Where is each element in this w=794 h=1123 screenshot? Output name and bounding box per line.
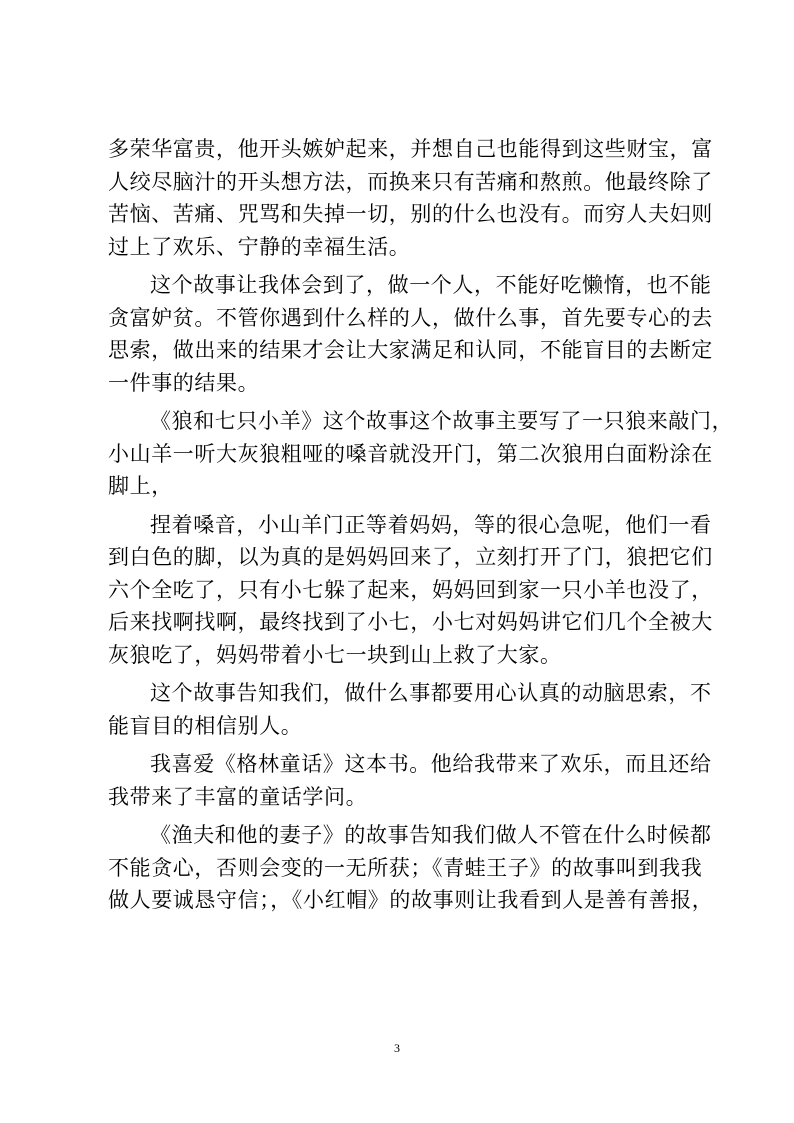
- paragraph: [108, 269, 713, 399]
- text-line: 做人要诚恳守信；，《小红帽》的故事则让我看到人是善有善报，: [108, 888, 714, 912]
- text-line: 小山羊一听大灰狼粗哑的嗓音就没开门，第二次狼用白面粉涂在: [108, 441, 713, 466]
- paragraph: [108, 819, 714, 917]
- text-line: 人绞尽脑汁的开头想方法，而换来只有苦痛和熬煎。他最终除了: [108, 169, 713, 194]
- page-number: 3: [394, 1041, 400, 1055]
- text-line: 六个全吃了，只有小七躲了起来，妈妈回到家一只小羊也没了，: [108, 577, 713, 602]
- text-line: 这个故事让我体会到了，做一个人，不能好吃懒惰，也不能: [150, 273, 712, 297]
- text-line: 能盲目的相信别人。: [108, 713, 303, 738]
- text-line: 苦恼、苦痛、咒骂和失掉一切，别的什么也没有。而穷人夫妇则: [108, 202, 713, 226]
- text-line: 贪富妒贫。不管你遇到什么样的人，做什么事，首先要专心的去: [108, 305, 713, 330]
- text-line: 过上了欢乐、宁静的幸福生活。: [108, 234, 411, 259]
- text-line: 捏着嗓音，小山羊门正等着妈妈，等的很心急呢，他们一看: [150, 512, 712, 537]
- paragraph: [108, 677, 712, 742]
- text-line: 我喜爱《格林童话》这本书。他给我带来了欢乐，而且还给: [150, 752, 712, 776]
- paragraph: [108, 133, 713, 263]
- text-line: 灰狼吃了，妈妈带着小七一块到山上救了大家。: [108, 642, 562, 667]
- text-line: 《狼和七只小羊》这个故事这个故事主要写了一只狼来敲门，: [150, 409, 734, 433]
- paragraph: [108, 509, 713, 672]
- text-line: 《渔夫和他的妻子》的故事告知我们做人不管在什么时候都: [150, 823, 712, 847]
- text-line: 后来找啊找啊，最终找到了小七，小七对妈妈讲它们几个全被大: [108, 610, 713, 634]
- text-line: 思索，做出来的结果才会让大家满足和认同，不能盲目的去断定: [108, 338, 713, 362]
- document-body: [108, 133, 734, 917]
- text-line: 不能贪心，否则会变的一无所获；《青蛙王子》的故事叫到我我: [108, 855, 703, 880]
- text-line: 多荣华富贵，他开头嫉妒起来，并想自己也能得到这些财宝，富: [108, 137, 713, 161]
- text-line: 脚上，: [108, 474, 173, 498]
- text-line: 一件事的结果。: [108, 370, 260, 395]
- paragraph: [108, 748, 712, 813]
- text-line: 这个故事告知我们，做什么事都要用心认真的动脑思索，不: [150, 681, 712, 705]
- text-line: 到白色的脚，以为真的是妈妈回来了，立刻打开了门，狼把它们: [108, 545, 713, 569]
- text-line: 我带来了丰富的童话学问。: [108, 784, 368, 809]
- paragraph: [108, 405, 734, 503]
